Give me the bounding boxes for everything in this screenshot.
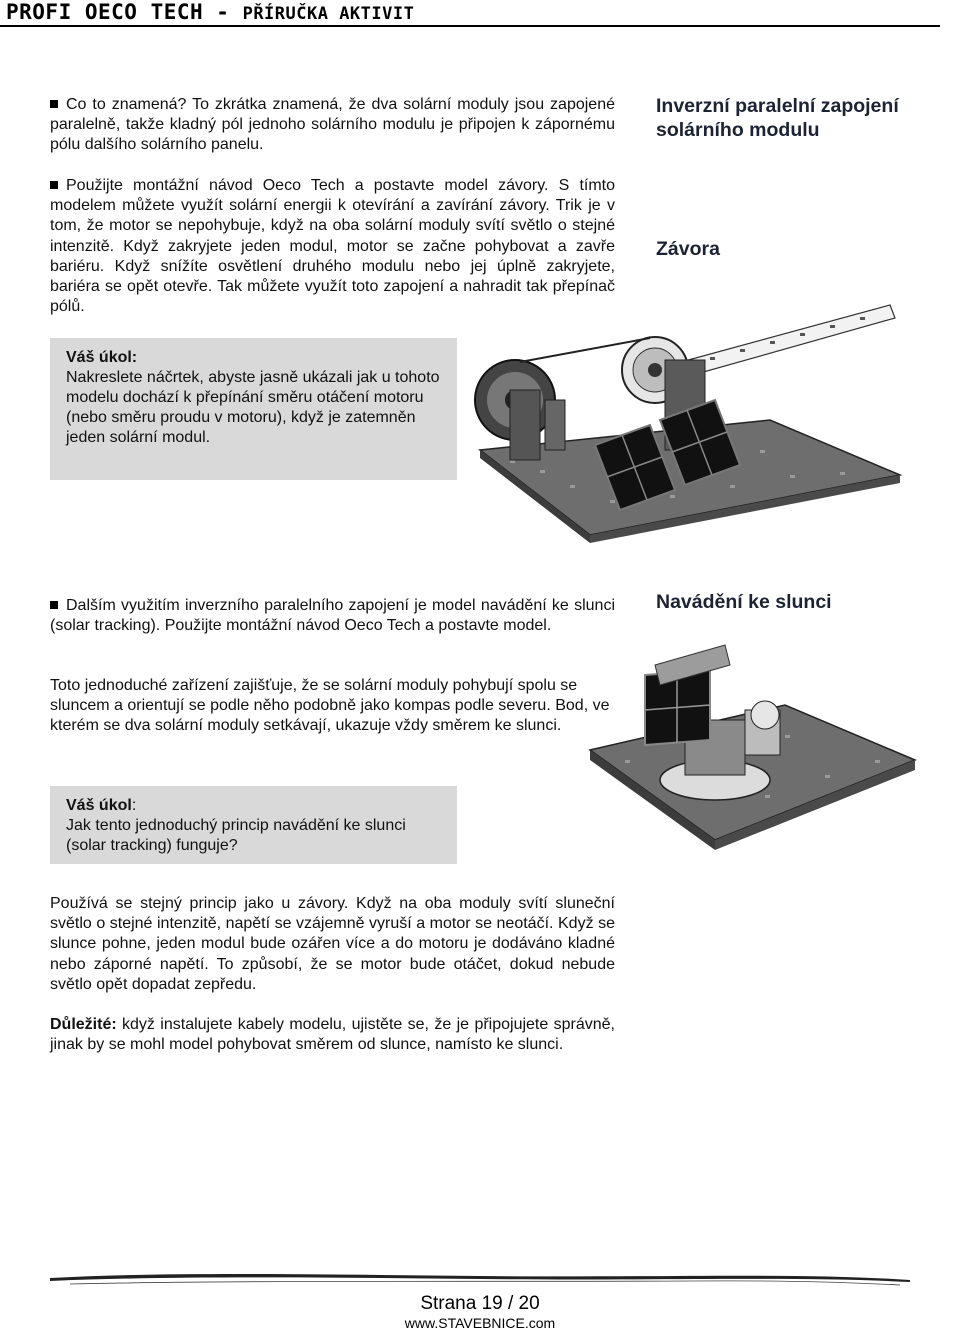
solar-tracker-illustration bbox=[585, 635, 920, 880]
paragraph-parallel-explanation bbox=[50, 95, 615, 156]
side-heading-inverse-parallel: Inverzní paralelní zapojení solárního modulu bbox=[656, 95, 899, 141]
task-label: Váš úkol: bbox=[66, 349, 138, 366]
task-box-tracking bbox=[50, 786, 457, 864]
header-subtitle: PŘÍRUČKA AKTIVIT bbox=[242, 4, 415, 24]
task-label: Váš úkol bbox=[66, 797, 132, 814]
paragraph-barrier-model bbox=[50, 176, 615, 317]
paragraph-principle-answer: Používá se stejný princip jako u závory. Když na oba moduly svítí sluneční světlo o stejné intenzitě, napětí se vzájemně vyruší a motor se neotáčí. Když se slunce pohne, jeden modul bude ozářen více a do motoru je dodáváno kladné nebo záporné napětí. To způsobí, že se motor bude otáčet, dokud nebude světlo opět dopadat zepředu. bbox=[50, 895, 615, 993]
paragraph-tracking-device: Toto jednoduché zařízení zajišťuje, že se solární moduly pohybují spolu se sluncem a orientují se podle něho podobně jako kompas podle severu. Bod, ve kterém se dva solární moduly setkávají, ukazuje vždy směrem ke slunci. bbox=[50, 677, 610, 735]
paragraph-solar-tracking-intro bbox=[50, 596, 615, 636]
footer-decorative-rule bbox=[50, 1270, 910, 1290]
task-text: Jak tento jednoduchý princip navádění ke slunci (solar tracking) funguje? bbox=[66, 817, 406, 854]
bullet-icon bbox=[50, 100, 58, 108]
important-label: Důležité: bbox=[50, 1016, 117, 1033]
side-heading-barrier: Závora bbox=[656, 238, 720, 260]
bullet-icon bbox=[50, 601, 58, 609]
task-label-line bbox=[66, 796, 441, 816]
paragraph-text: Použijte montážní návod Oeco Tech a postavte model závory. S tímto modelem můžete využít solární energii k otevírání a zavírání závory. Trik je v tom, že motor se nepohybuje, když na oba solární moduly svítí světlo o stejné intenzitě. Když zakryjete jeden modul, motor se začne pohybovat a zavře bariéru. Když snížíte osvětlení druhého modulu nebo jej úplně zakryjete, bariéra se opět otevře. Tak můžete využít toto zapojení a nahradit tak přepínač pólů. bbox=[50, 177, 615, 316]
task-box-barrier bbox=[50, 338, 457, 480]
side-heading-solar-tracking: Navádění ke slunci bbox=[656, 591, 832, 613]
important-text: když instalujete kabely modelu, ujistěte se, že je připojujete správně, jinak by se mohl model pohybovat směrem od slunce, namísto ke slunci. bbox=[50, 1016, 615, 1054]
header-title-main: PROFI OECO TECH - bbox=[6, 0, 243, 24]
paragraph-important-note bbox=[50, 1015, 615, 1055]
task-label-colon: : bbox=[131, 797, 137, 814]
bullet-icon bbox=[50, 181, 58, 189]
header-title bbox=[6, 0, 414, 26]
footer-website: www.STAVEBNICE.com bbox=[404, 1315, 556, 1331]
task-text: Nakreslete náčrtek, abyste jasně ukázali jak u tohoto modelu dochází k přepínání směru otáčení motoru (nebo směru proudu v motoru), když je zatemněn jeden solární modul. bbox=[66, 369, 440, 446]
paragraph-text: Dalším využitím inverzního paralelního zapojení je model navádění ke slunci (solar tracking). Použijte montážní návod Oeco Tech a postavte model. bbox=[50, 597, 615, 635]
header-divider bbox=[0, 25, 940, 27]
barrier-model-illustration bbox=[470, 300, 910, 545]
paragraph-text: Co to znamená? To zkrátka znamená, že dva solární moduly jsou zapojené paralelně, takže kladný pól jednoho solárního modulu je připojen k zápornému pólu dalšího solárního panelu. bbox=[50, 96, 615, 154]
page-number: Strana 19 / 20 bbox=[420, 1293, 540, 1314]
